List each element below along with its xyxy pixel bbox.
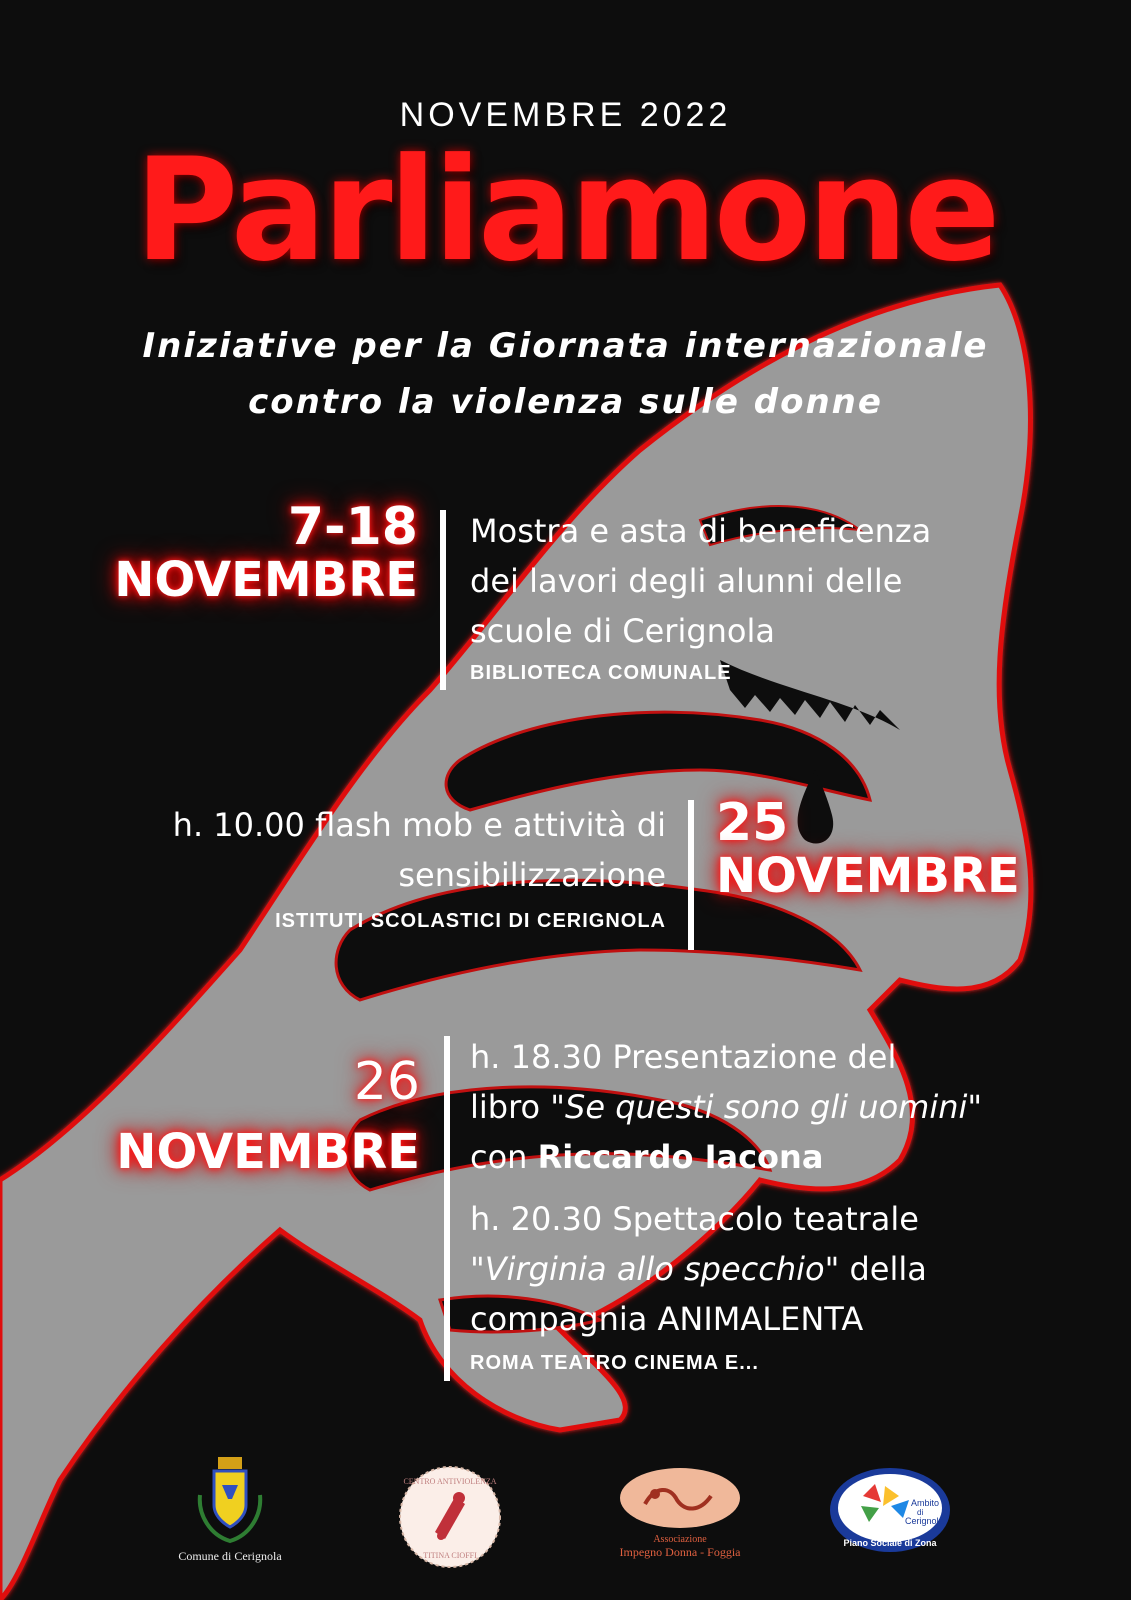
quote-close-2: " della [824, 1250, 927, 1288]
event-3-date-num: 26 [353, 1052, 420, 1112]
associazione-caption-1: Associazione [653, 1534, 707, 1545]
event-2-date-month: NOVEMBRE [716, 847, 1020, 904]
event-3-item-1-line-2 [470, 1082, 1070, 1132]
event-2-divider [688, 800, 694, 950]
event-2-date [716, 793, 1116, 904]
centro-ring-text: CENTRO ANTIVIOLENZA [403, 1477, 497, 1486]
con-label: con [470, 1138, 538, 1176]
centro-name-text: TITINA CIOFFI [423, 1551, 477, 1560]
quote-close: " [967, 1088, 983, 1126]
event-3-item-1-line-3 [470, 1132, 1070, 1182]
event-1-details [470, 506, 1030, 685]
event-2-venue: ISTITUTI SCOLASTICI DI CERIGNOLA [275, 910, 666, 932]
event-2-date-num: 25 [716, 793, 789, 853]
subtitle-line-2: contro la violenza sulle donne [248, 382, 883, 422]
centro-antiviolenza-emblem-icon [395, 1462, 505, 1572]
ambito-emblem-icon [825, 1466, 955, 1556]
logo-associazione [615, 1466, 745, 1566]
event-2-line-2: sensibilizzazione [398, 856, 666, 894]
subtitle-line-1: Iniziative per la Giornata internazionale [142, 326, 989, 366]
author-name: Riccardo Iacona [537, 1138, 824, 1176]
play-title: Virginia allo specchio [484, 1250, 825, 1288]
event-1-line-1: Mostra e asta di beneficenza [470, 512, 932, 550]
quote-open-2: " [470, 1250, 485, 1288]
event-1-divider [440, 510, 446, 690]
ambito-text-3: Cerignola [905, 1516, 944, 1526]
event-3-item-1-line-1: h. 18.30 Presentazione del [470, 1038, 897, 1076]
event-2-line-1: h. 10.00 flash mob e attività di [172, 806, 666, 844]
quote-open: libro " [470, 1088, 566, 1126]
event-1-line-3: scuole di Cerignola [470, 612, 775, 650]
associazione-emblem-icon [615, 1466, 745, 1530]
event-3-details [470, 1032, 1070, 1375]
event-3-item-2-line-3: compagnia ANIMALENTA [470, 1300, 864, 1338]
event-3-item-2-line-1: h. 20.30 Spettacolo teatrale [470, 1200, 919, 1238]
ambito-text-1: Ambito [911, 1498, 940, 1508]
logo-comune [170, 1455, 290, 1565]
page-title: Parliamone [134, 128, 997, 293]
event-2-details [80, 800, 666, 933]
event-3-date-month: NOVEMBRE [116, 1123, 420, 1180]
logo-ambito [825, 1466, 955, 1556]
event-1-line-2: dei lavori degli alunni delle [470, 562, 903, 600]
ambito-text-2: di [917, 1508, 924, 1517]
subtitle [0, 318, 1131, 430]
month-year: NOVEMBRE 2022 [399, 96, 732, 134]
logo-centro-antiviolenza [395, 1462, 505, 1572]
book-title: Se questi sono gli uomini [565, 1088, 968, 1126]
event-3-item-2-line-2 [470, 1244, 1070, 1294]
event-1-venue: BIBLIOTECA COMUNALE [470, 662, 732, 684]
event-3-divider [444, 1036, 450, 1381]
coat-of-arms-icon [170, 1455, 290, 1545]
associazione-caption-2: Impegno Donna - Foggia [619, 1545, 741, 1559]
event-3-date [40, 1046, 420, 1186]
event-1-date [40, 497, 418, 608]
event-1-date-month: NOVEMBRE [114, 551, 418, 608]
ambito-ring-text: Piano Sociale di Zona [843, 1538, 937, 1548]
comune-caption: Comune di Cerignola [178, 1549, 282, 1563]
event-3-venue: ROMA TEATRO CINEMA E... [470, 1352, 759, 1374]
event-1-date-num: 7-18 [287, 497, 418, 557]
